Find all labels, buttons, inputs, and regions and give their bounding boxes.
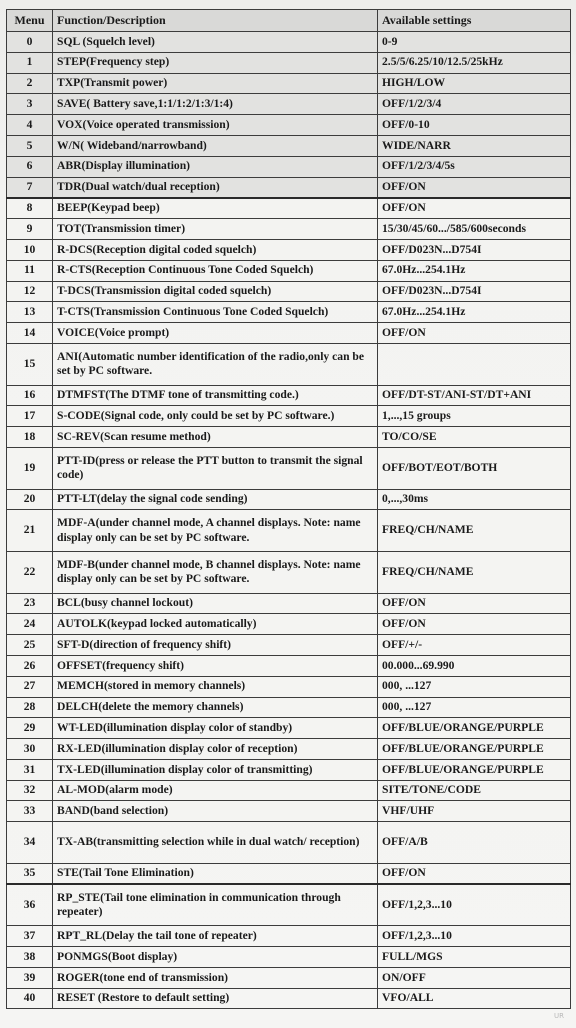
available-settings-cell: OFF/ON bbox=[378, 593, 571, 614]
table-row bbox=[7, 135, 571, 156]
menu-number-cell: 29 bbox=[7, 718, 53, 739]
available-settings-cell: OFF/BLUE/ORANGE/PURPLE bbox=[378, 718, 571, 739]
available-settings-cell: OFF/ON bbox=[378, 177, 571, 198]
available-settings-cell: OFF/D023N...D754I bbox=[378, 239, 571, 260]
function-description-cell: WT-LED(illumination display color of standby) bbox=[53, 718, 378, 739]
table-row bbox=[7, 343, 571, 385]
function-description-cell: VOX(Voice operated transmission) bbox=[53, 115, 378, 136]
function-description-cell: ABR(Display illumination) bbox=[53, 156, 378, 177]
table-row bbox=[7, 635, 571, 656]
function-description-cell: DELCH(delete the memory channels) bbox=[53, 697, 378, 718]
function-description-cell: MEMCH(stored in memory channels) bbox=[53, 676, 378, 697]
menu-number-cell: 0 bbox=[7, 32, 53, 53]
table-row bbox=[7, 427, 571, 448]
table-row bbox=[7, 551, 571, 593]
menu-number-cell: 25 bbox=[7, 635, 53, 656]
table-row bbox=[7, 406, 571, 427]
available-settings-cell: VHF/UHF bbox=[378, 801, 571, 822]
available-settings-cell: VFO/ALL bbox=[378, 988, 571, 1009]
menu-number-cell: 35 bbox=[7, 863, 53, 884]
menu-number-cell: 10 bbox=[7, 239, 53, 260]
table-row bbox=[7, 655, 571, 676]
available-settings-cell bbox=[378, 343, 571, 385]
function-description-cell: T-CTS(Transmission Continuous Tone Coded Squelch) bbox=[53, 302, 378, 323]
available-settings-cell: 15/30/45/60.../585/600seconds bbox=[378, 219, 571, 240]
available-settings-cell: WIDE/NARR bbox=[378, 135, 571, 156]
available-settings-cell: 67.0Hz...254.1Hz bbox=[378, 260, 571, 281]
menu-number-cell: 8 bbox=[7, 198, 53, 219]
available-settings-cell: FREQ/CH/NAME bbox=[378, 510, 571, 552]
menu-number-cell: 33 bbox=[7, 801, 53, 822]
table-row bbox=[7, 52, 571, 73]
menu-number-cell: 17 bbox=[7, 406, 53, 427]
table-row bbox=[7, 676, 571, 697]
function-description-cell: RP_STE(Tail tone elimination in communication through repeater) bbox=[53, 884, 378, 926]
table-row bbox=[7, 801, 571, 822]
function-description-cell: RX-LED(illumination display color of reception) bbox=[53, 739, 378, 760]
table-row bbox=[7, 177, 571, 198]
function-description-cell: STEP(Frequency step) bbox=[53, 52, 378, 73]
available-settings-cell: OFF/+/- bbox=[378, 635, 571, 656]
available-settings-cell: OFF/BLUE/ORANGE/PURPLE bbox=[378, 739, 571, 760]
menu-number-cell: 6 bbox=[7, 156, 53, 177]
menu-number-cell: 13 bbox=[7, 302, 53, 323]
table-row bbox=[7, 239, 571, 260]
function-description-cell: VOICE(Voice prompt) bbox=[53, 323, 378, 344]
table-row bbox=[7, 947, 571, 968]
function-description-cell: BEEP(Keypad beep) bbox=[53, 198, 378, 219]
menu-number-cell: 4 bbox=[7, 115, 53, 136]
menu-number-cell: 28 bbox=[7, 697, 53, 718]
function-description-cell: PONMGS(Boot display) bbox=[53, 947, 378, 968]
function-description-cell: TDR(Dual watch/dual reception) bbox=[53, 177, 378, 198]
available-settings-cell: SITE/TONE/CODE bbox=[378, 780, 571, 801]
table-row bbox=[7, 593, 571, 614]
function-description-cell: ANI(Automatic number identification of the radio,only can be set by PC software. bbox=[53, 343, 378, 385]
available-settings-cell: TO/CO/SE bbox=[378, 427, 571, 448]
function-description-cell: PTT-LT(delay the signal code sending) bbox=[53, 489, 378, 510]
menu-number-cell: 2 bbox=[7, 73, 53, 94]
table-row bbox=[7, 926, 571, 947]
function-description-cell: RPT_RL(Delay the tail tone of repeater) bbox=[53, 926, 378, 947]
header-function: Function/Description bbox=[53, 10, 378, 32]
menu-number-cell: 26 bbox=[7, 655, 53, 676]
function-description-cell: SAVE( Battery save,1:1/1:2/1:3/1:4) bbox=[53, 94, 378, 115]
menu-number-cell: 23 bbox=[7, 593, 53, 614]
menu-number-cell: 15 bbox=[7, 343, 53, 385]
function-description-cell: T-DCS(Transmission digital coded squelch) bbox=[53, 281, 378, 302]
menu-number-cell: 3 bbox=[7, 94, 53, 115]
table-row bbox=[7, 447, 571, 489]
available-settings-cell: OFF/ON bbox=[378, 198, 571, 219]
function-description-cell: S-CODE(Signal code, only could be set by PC software.) bbox=[53, 406, 378, 427]
menu-number-cell: 5 bbox=[7, 135, 53, 156]
header-settings: Available settings bbox=[378, 10, 571, 32]
function-description-cell: RESET (Restore to default setting) bbox=[53, 988, 378, 1009]
header-menu: Menu bbox=[7, 10, 53, 32]
function-description-cell: BCL(busy channel lockout) bbox=[53, 593, 378, 614]
menu-number-cell: 1 bbox=[7, 52, 53, 73]
function-description-cell: STE(Tail Tone Elimination) bbox=[53, 863, 378, 884]
available-settings-cell: 67.0Hz...254.1Hz bbox=[378, 302, 571, 323]
table-row bbox=[7, 385, 571, 406]
menu-number-cell: 34 bbox=[7, 822, 53, 864]
function-description-cell: MDF-A(under channel mode, A channel displays. Note: name display only can be set by PC software. bbox=[53, 510, 378, 552]
table-body bbox=[7, 32, 571, 1009]
table-row bbox=[7, 489, 571, 510]
menu-number-cell: 20 bbox=[7, 489, 53, 510]
menu-number-cell: 30 bbox=[7, 739, 53, 760]
menu-number-cell: 40 bbox=[7, 988, 53, 1009]
table-row bbox=[7, 219, 571, 240]
function-description-cell: DTMFST(The DTMF tone of transmitting code.) bbox=[53, 385, 378, 406]
available-settings-cell: ON/OFF bbox=[378, 967, 571, 988]
table-row bbox=[7, 510, 571, 552]
table-row bbox=[7, 967, 571, 988]
available-settings-cell: 0,...,30ms bbox=[378, 489, 571, 510]
table-row bbox=[7, 260, 571, 281]
menu-number-cell: 21 bbox=[7, 510, 53, 552]
menu-number-cell: 22 bbox=[7, 551, 53, 593]
watermark: UR bbox=[554, 1012, 564, 1020]
table-row bbox=[7, 697, 571, 718]
available-settings-cell: OFF/A/B bbox=[378, 822, 571, 864]
table-row bbox=[7, 281, 571, 302]
table-row bbox=[7, 115, 571, 136]
available-settings-cell: OFF/1/2/3/4/5s bbox=[378, 156, 571, 177]
available-settings-cell: OFF/1,2,3...10 bbox=[378, 884, 571, 926]
function-description-cell: TOT(Transmission timer) bbox=[53, 219, 378, 240]
available-settings-cell: OFF/ON bbox=[378, 323, 571, 344]
menu-number-cell: 11 bbox=[7, 260, 53, 281]
function-description-cell: TXP(Transmit power) bbox=[53, 73, 378, 94]
table-row bbox=[7, 780, 571, 801]
function-description-cell: SQL (Squelch level) bbox=[53, 32, 378, 53]
available-settings-cell: OFF/0-10 bbox=[378, 115, 571, 136]
available-settings-cell: 0-9 bbox=[378, 32, 571, 53]
available-settings-cell: OFF/BLUE/ORANGE/PURPLE bbox=[378, 759, 571, 780]
available-settings-cell: HIGH/LOW bbox=[378, 73, 571, 94]
available-settings-cell: OFF/DT-ST/ANI-ST/DT+ANI bbox=[378, 385, 571, 406]
menu-number-cell: 37 bbox=[7, 926, 53, 947]
table-row bbox=[7, 718, 571, 739]
available-settings-cell: 00.000...69.990 bbox=[378, 655, 571, 676]
menu-number-cell: 27 bbox=[7, 676, 53, 697]
function-description-cell: SC-REV(Scan resume method) bbox=[53, 427, 378, 448]
available-settings-cell: OFF/BOT/EOT/BOTH bbox=[378, 447, 571, 489]
menu-number-cell: 14 bbox=[7, 323, 53, 344]
table-header-row bbox=[7, 10, 571, 32]
menu-number-cell: 32 bbox=[7, 780, 53, 801]
available-settings-cell: 000, ...127 bbox=[378, 697, 571, 718]
available-settings-cell: FULL/MGS bbox=[378, 947, 571, 968]
available-settings-cell: FREQ/CH/NAME bbox=[378, 551, 571, 593]
table-row bbox=[7, 863, 571, 884]
table-row bbox=[7, 32, 571, 53]
table-row bbox=[7, 156, 571, 177]
menu-number-cell: 24 bbox=[7, 614, 53, 635]
table-row bbox=[7, 73, 571, 94]
menu-number-cell: 19 bbox=[7, 447, 53, 489]
available-settings-cell: OFF/1,2,3...10 bbox=[378, 926, 571, 947]
menu-number-cell: 36 bbox=[7, 884, 53, 926]
function-description-cell: BAND(band selection) bbox=[53, 801, 378, 822]
function-description-cell: TX-AB(transmitting selection while in dual watch/ reception) bbox=[53, 822, 378, 864]
available-settings-cell: 2.5/5/6.25/10/12.5/25kHz bbox=[378, 52, 571, 73]
function-description-cell: MDF-B(under channel mode, B channel displays. Note: name display only can be set by PC software. bbox=[53, 551, 378, 593]
table-row bbox=[7, 759, 571, 780]
available-settings-cell: OFF/ON bbox=[378, 863, 571, 884]
menu-number-cell: 16 bbox=[7, 385, 53, 406]
table-row bbox=[7, 614, 571, 635]
menu-number-cell: 12 bbox=[7, 281, 53, 302]
available-settings-cell: OFF/ON bbox=[378, 614, 571, 635]
table-row bbox=[7, 988, 571, 1009]
menu-number-cell: 18 bbox=[7, 427, 53, 448]
function-description-cell: TX-LED(illumination display color of transmitting) bbox=[53, 759, 378, 780]
menu-number-cell: 39 bbox=[7, 967, 53, 988]
available-settings-cell: 000, ...127 bbox=[378, 676, 571, 697]
available-settings-cell: OFF/1/2/3/4 bbox=[378, 94, 571, 115]
table-row bbox=[7, 302, 571, 323]
function-description-cell: R-CTS(Reception Continuous Tone Coded Squelch) bbox=[53, 260, 378, 281]
available-settings-cell: 1,...,15 groups bbox=[378, 406, 571, 427]
table-row bbox=[7, 198, 571, 219]
function-description-cell: OFFSET(frequency shift) bbox=[53, 655, 378, 676]
menu-number-cell: 7 bbox=[7, 177, 53, 198]
function-description-cell: AL-MOD(alarm mode) bbox=[53, 780, 378, 801]
function-description-cell: AUTOLK(keypad locked automatically) bbox=[53, 614, 378, 635]
table-row bbox=[7, 884, 571, 926]
available-settings-cell: OFF/D023N...D754I bbox=[378, 281, 571, 302]
menu-settings-table bbox=[6, 9, 571, 1009]
table-row bbox=[7, 739, 571, 760]
function-description-cell: PTT-ID(press or release the PTT button to transmit the signal code) bbox=[53, 447, 378, 489]
table-row bbox=[7, 94, 571, 115]
function-description-cell: R-DCS(Reception digital coded squelch) bbox=[53, 239, 378, 260]
menu-number-cell: 9 bbox=[7, 219, 53, 240]
menu-number-cell: 38 bbox=[7, 947, 53, 968]
function-description-cell: W/N( Wideband/narrowband) bbox=[53, 135, 378, 156]
table-row bbox=[7, 323, 571, 344]
table-row bbox=[7, 822, 571, 864]
menu-number-cell: 31 bbox=[7, 759, 53, 780]
function-description-cell: SFT-D(direction of frequency shift) bbox=[53, 635, 378, 656]
function-description-cell: ROGER(tone end of transmission) bbox=[53, 967, 378, 988]
